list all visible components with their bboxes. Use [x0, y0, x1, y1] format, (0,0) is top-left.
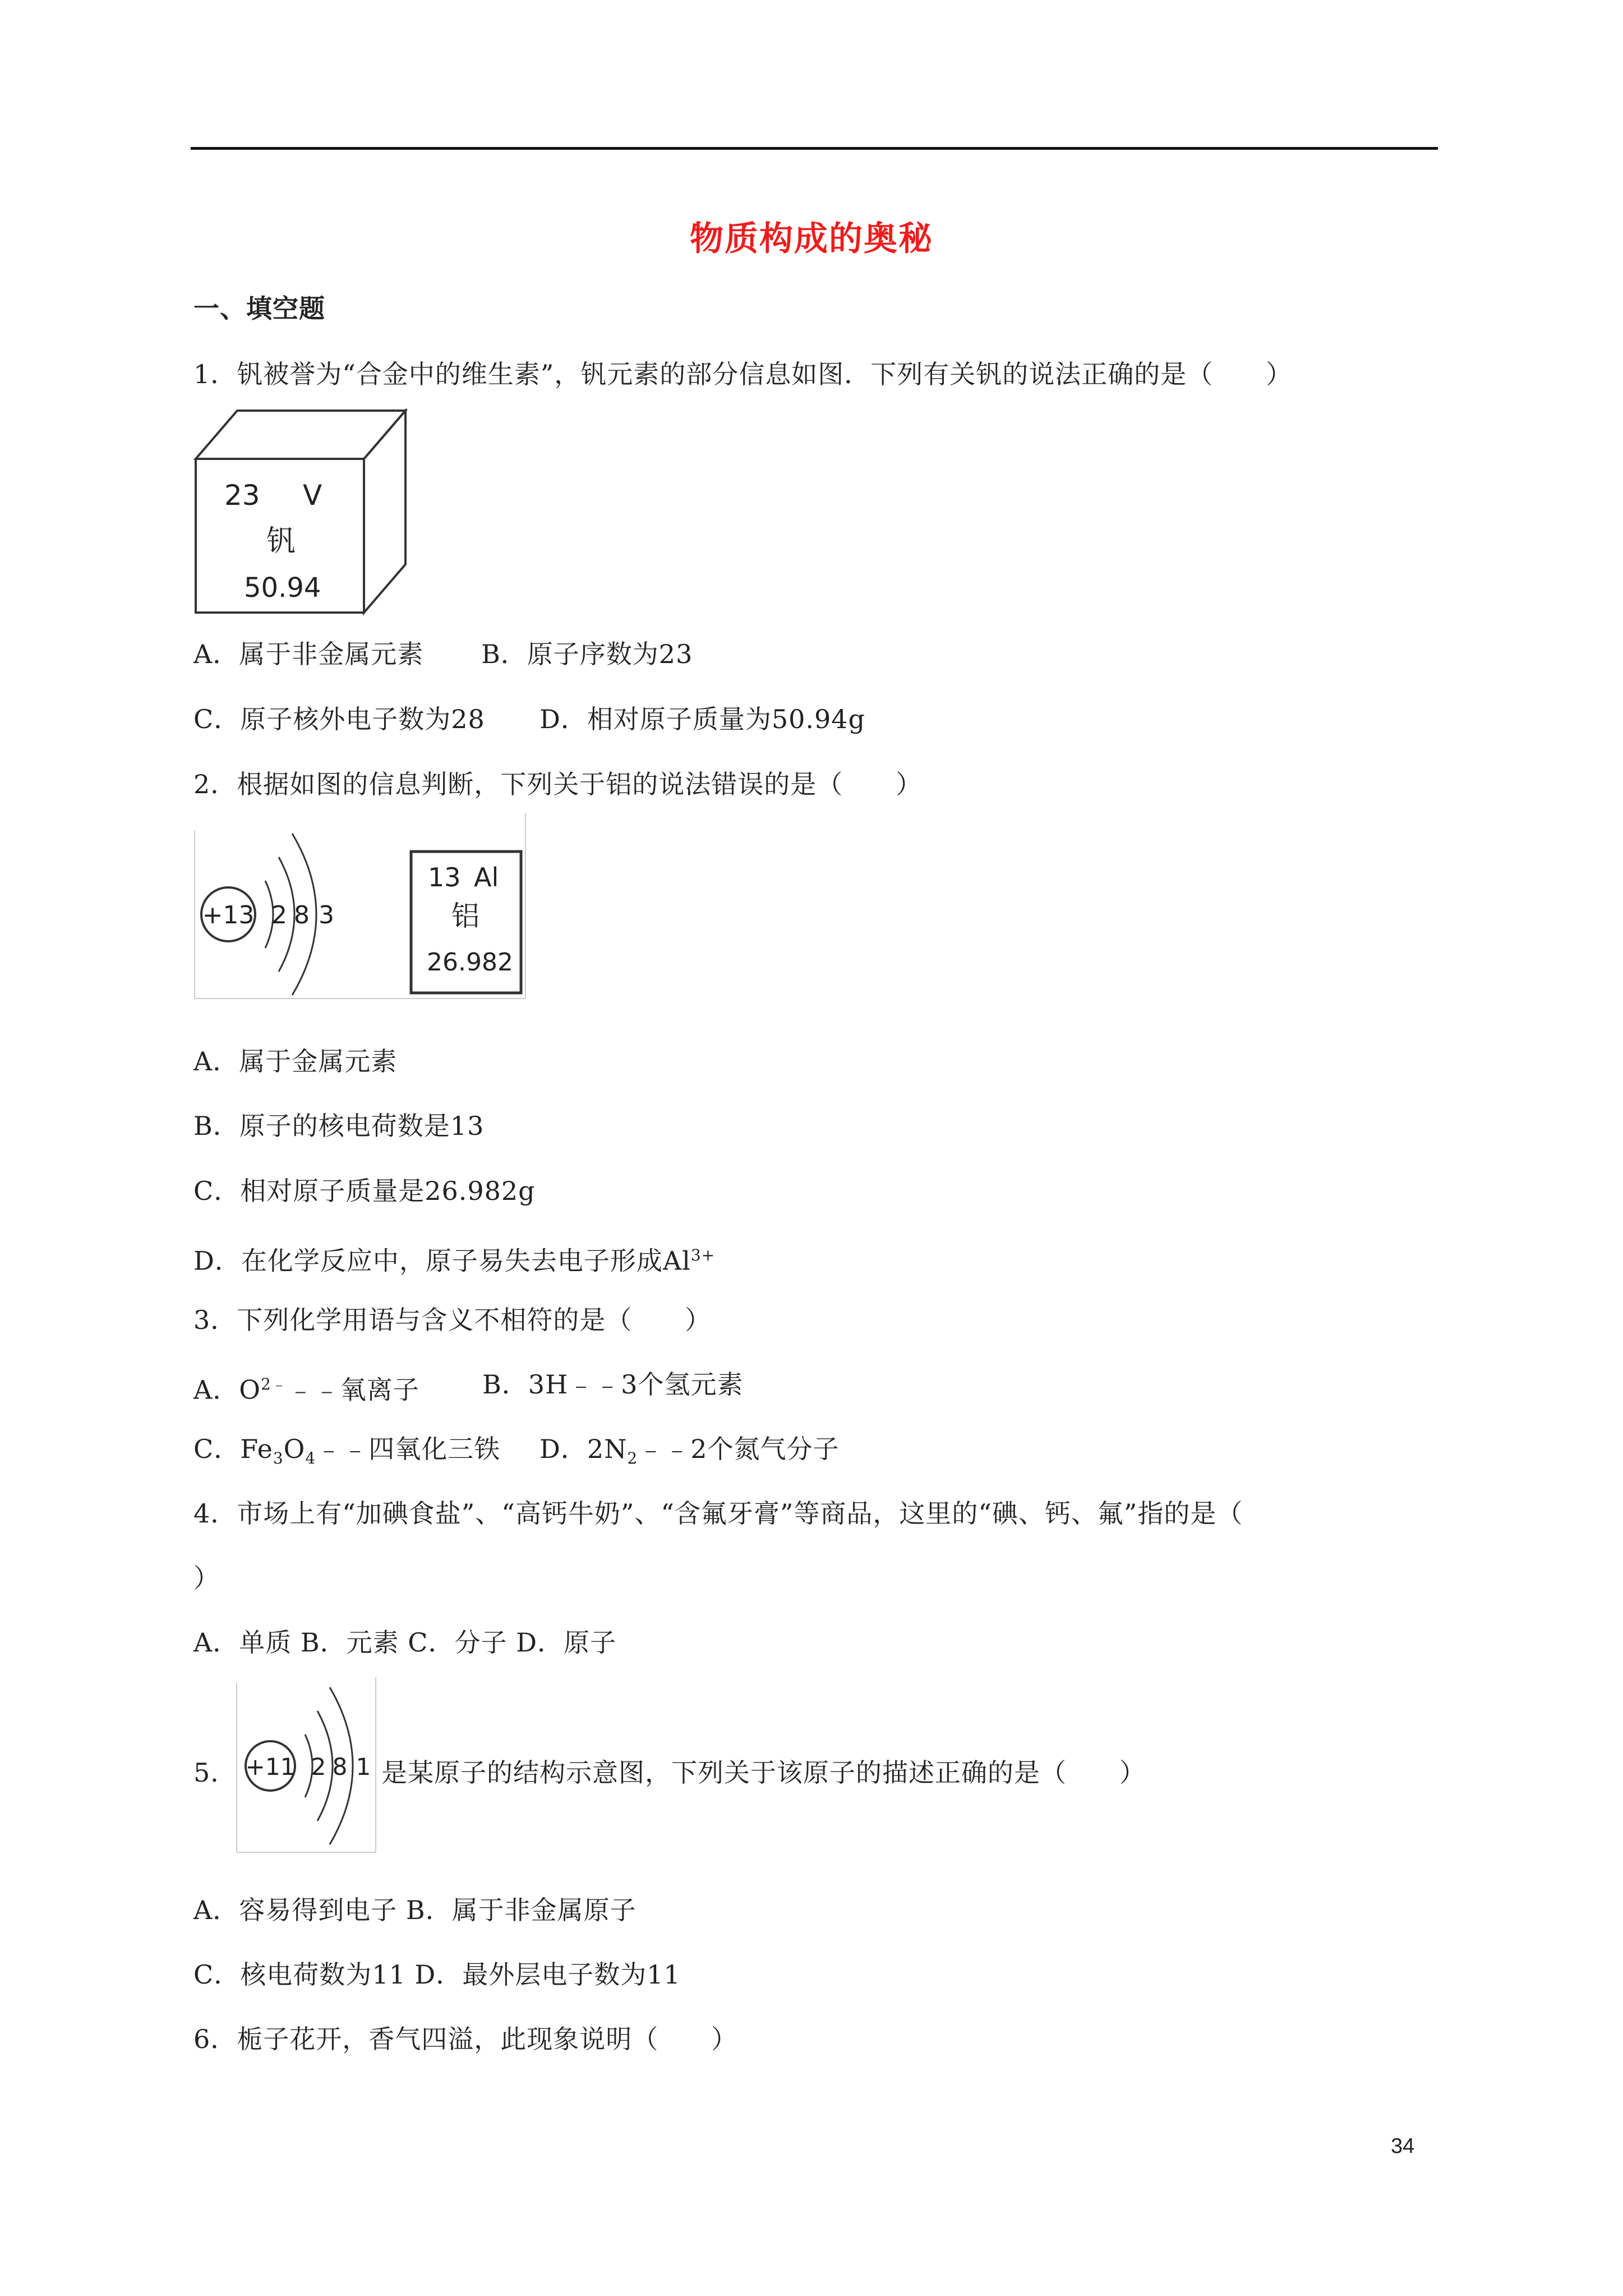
- shell-3-electrons: 3: [319, 901, 334, 930]
- element-symbol: V: [303, 479, 322, 512]
- question-3-option-a: A．$O^{2﹣}﹣﹣$氧离子: [193, 1374, 419, 1405]
- element-mass: 26.982: [427, 948, 513, 977]
- nucleus-charge: +13: [202, 901, 255, 930]
- shell-3-electrons: 1: [356, 1753, 371, 1780]
- header-rule: [191, 147, 1438, 150]
- shell-1-electrons: 2: [271, 901, 287, 930]
- element-name: 钒: [266, 524, 296, 558]
- vanadium-element-figure: [193, 408, 412, 616]
- section-heading: 一、填空题: [193, 293, 325, 324]
- page-title: 物质构成的奥秘: [690, 219, 933, 259]
- question-2-option-b: B．原子的核电荷数是13: [193, 1111, 485, 1141]
- aluminum-figure: [193, 813, 530, 1003]
- shell-2-electrons: 8: [294, 901, 310, 930]
- nucleus-charge: +11: [245, 1753, 296, 1780]
- cube-top-face: [196, 411, 405, 459]
- question-1-option-b: B．原子序数为23: [481, 639, 693, 669]
- element-symbol: Al: [474, 862, 499, 892]
- question-1-option-a: A．属于非金属元素: [193, 639, 424, 669]
- aluminum-atom-structure-diagram: [201, 834, 334, 995]
- element-mass: 50.94: [244, 572, 321, 604]
- question-2-stem: 2．根据如图的信息判断，下列关于铝的说法错误的是（ ）: [193, 769, 923, 799]
- question-5-number: 5．: [193, 1757, 237, 1788]
- question-4-stem-continued: ）: [193, 1563, 220, 1593]
- question-2-option-d: D．在化学反应中，原子易失去电子形成$Al^{3+}$: [193, 1245, 716, 1276]
- question-5-options-ab: A．容易得到电子 B．属于非金属原子: [193, 1895, 637, 1925]
- question-4-stem: 4．市场上有“加碘食盐”、“高钙牛奶”、“含氟牙膏”等商品，这里的“碘、钙、氟”指的是（: [193, 1498, 1243, 1529]
- question-3-stem: 3．下列化学用语与含义不相符的是（ ）: [193, 1305, 712, 1335]
- aluminum-element-card: [411, 852, 521, 993]
- cube-side-face: [364, 411, 405, 613]
- question-4-options: A．单质 B．元素 C．分子 D．原子: [193, 1627, 616, 1658]
- question-5-options-cd: C．核电荷数为11 D．最外层电子数为11: [193, 1959, 681, 1990]
- shell-2-electrons: 8: [332, 1753, 348, 1780]
- sodium-atom-structure-diagram: [236, 1672, 380, 1857]
- question-3-option-d: D．$2N_2﹣﹣2$个氮气分子: [540, 1434, 840, 1468]
- shell-1-electrons: 2: [311, 1753, 326, 1780]
- question-1-stem: 1．钒被誉为“合金中的维生素”，钒元素的部分信息如图．下列有关钒的说法正确的是（ ）: [193, 359, 1293, 389]
- question-3-option-b: B．3H﹣﹣3个氢元素: [482, 1369, 744, 1400]
- question-2-option-c: C．相对原子质量是26.982g: [193, 1176, 536, 1206]
- element-number: 13: [428, 862, 461, 892]
- question-3-option-c: C．$Fe_3O_4﹣﹣$四氧化三铁: [193, 1434, 501, 1468]
- question-2-option-a: A．属于金属元素: [193, 1046, 398, 1076]
- question-6-stem: 6．栀子花开，香气四溢，此现象说明（ ）: [193, 2024, 738, 2054]
- question-1-option-d: D．相对原子质量为50.94g: [540, 704, 866, 734]
- element-number: 23: [224, 479, 260, 512]
- page-number: 34: [1391, 2134, 1415, 2158]
- element-name: 铝: [451, 900, 479, 932]
- question-5-stem: 是某原子的结构示意图，下列关于该原子的描述正确的是（ ）: [381, 1757, 1146, 1788]
- question-1-option-c: C．原子核外电子数为28: [193, 704, 485, 734]
